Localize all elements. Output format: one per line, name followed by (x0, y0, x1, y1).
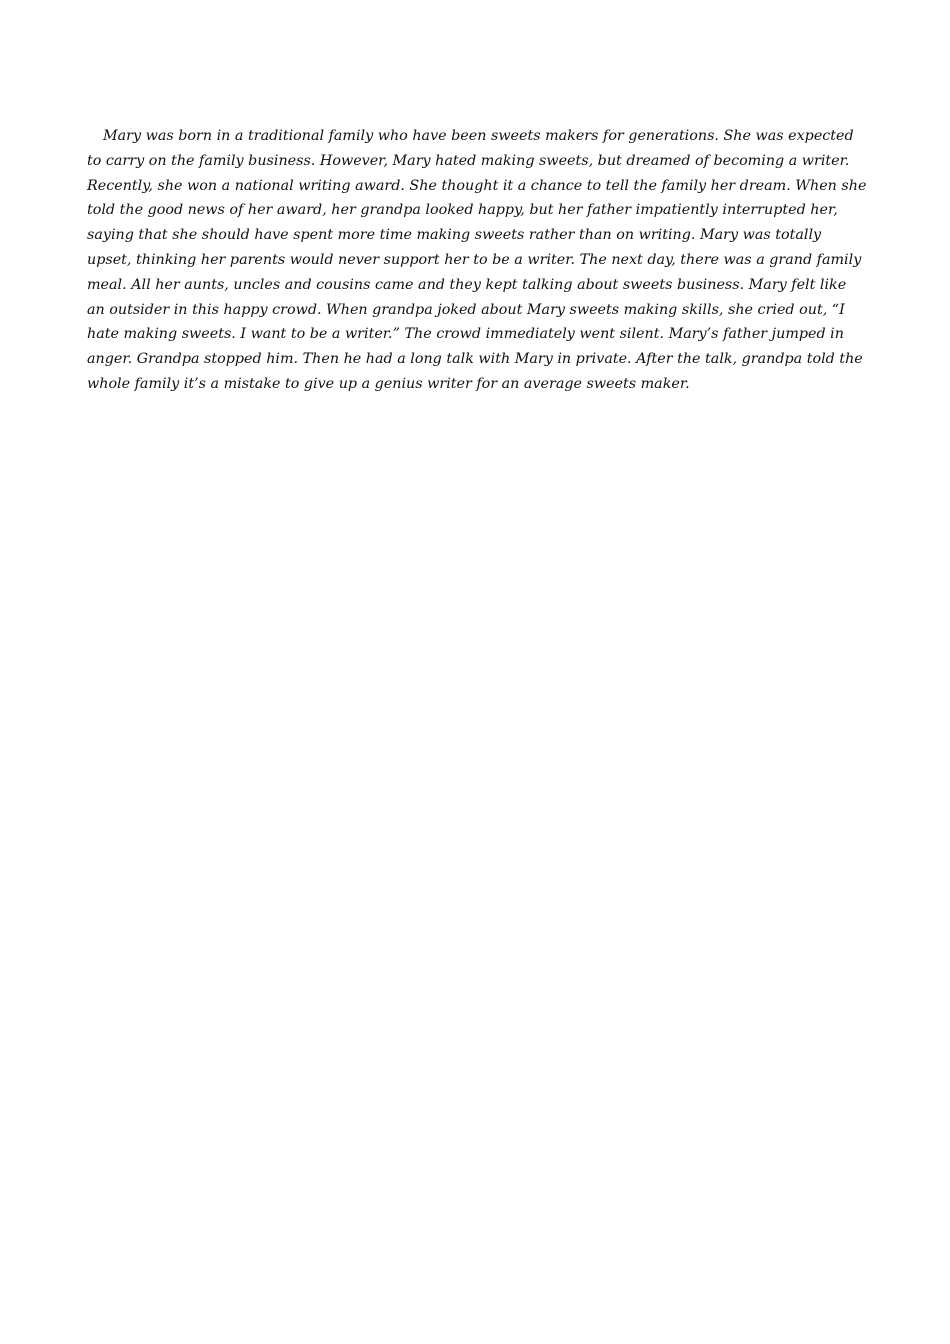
story-paragraph: Mary was born in a traditional family who have been sweets makers for generations. She was expected to carry on the family business. However, Mary hated making sweets, but dreamed of becoming a writer. Recently, she won a national writing award. She thought it a chance to tell the family her dream. When she told the good news of her award, her grandpa looked happy, but her father impatiently interrupted her, saying that she should have spent more time making sweets rather than on writing. Mary was totally upset, thinking her parents would never support her to be a writer. The next day, there was a grand family meal. All her aunts, uncles and cousins came and they kept talking about sweets business. Mary felt like an outsider in this happy crowd. When grandpa joked about Mary sweets making skills, she cried out, “I hate making sweets. I want to be a writer.” The crowd immediately went silent. Mary’s father jumped in anger. Grandpa stopped him. Then he had a long talk with Mary in private. After the talk, grandpa told the whole family it’s a mistake to give up a genius writer for an average sweets maker. (87, 128, 867, 392)
